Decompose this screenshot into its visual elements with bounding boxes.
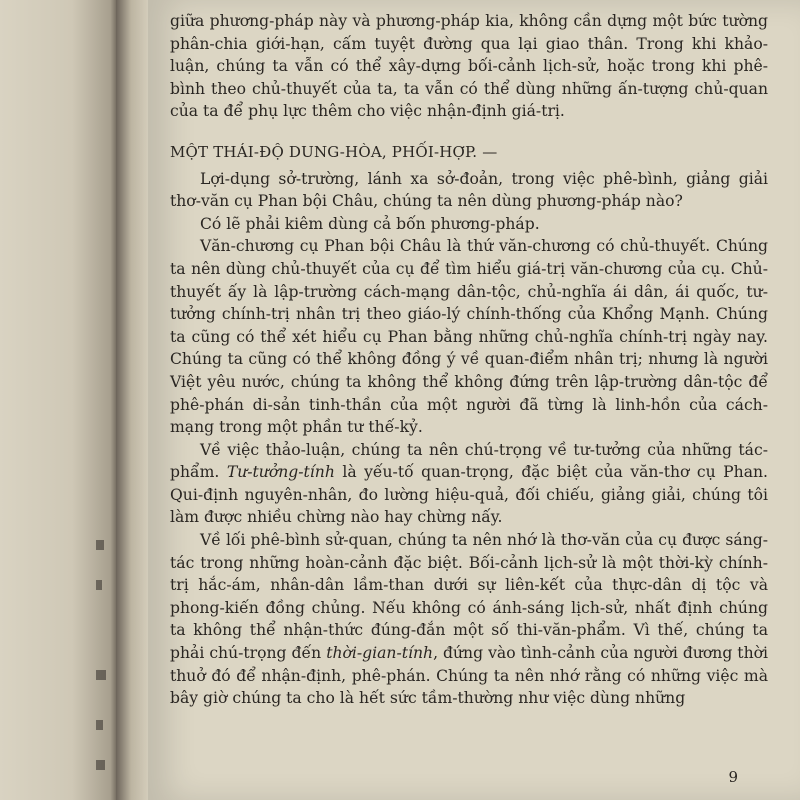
paragraph (170, 529, 768, 710)
section-heading: MỘT THÁI-ĐỘ DUNG-HÒA, PHỐI-HỢP. — (170, 142, 498, 161)
paragraph-continued: giữa phương-pháp này và phương-pháp kia, không cần dựng một bức tường phân-chia giới-hạn, cấm tuyệt đường qua lại giao thân. Trong khi khảo-luận, chúng ta vẫn có thể xây-dựng bối-cảnh lịch-sử, hoặc trong khi phê-bình theo chủ-thuyết của ta, ta vẫn có thể dùng những ấn-tượng chủ-quan của ta để phụ lực thêm cho việc nhận-định giá-trị. (170, 12, 768, 121)
text-run: Về việc thảo-luận, chúng ta nên chú-trọng về tư-tưởng của những tác-phẩm. (170, 440, 768, 482)
paragraph: Văn-chương cụ Phan bội Châu là thứ văn-chương có chủ-thuyết. Chúng ta nên dùng chủ-thuyết của cụ để tìm hiểu giá-trị văn-chương của cụ. Chủ-thuyết ấy là lập-trường cách-mạng dân-tộc, chủ-nghĩa ái dân, ái quốc, tư-tưởng chính-trị nhân trị theo giáo-lý chính-thống của Khổng Mạnh. Chúng ta cũng có thể xét hiểu cụ Phan bằng những chủ-nghĩa chính-trị ngày nay. Chúng ta cũng có thể không đồng ý về quan-điểm nhân trị; nhưng là người Việt yêu nước, chúng ta không thể không đứng trên lập-trường dân-tộc để phê-phán di-sản tinh-thần của một người đã từng là linh-hồn của cách-mạng trong một phần tư thế-kỷ. (170, 237, 768, 437)
italic-term: thời-gian-tính (326, 644, 434, 663)
paragraph (170, 439, 768, 529)
text-run: , đứng vào tình-cảnh của người đương thời thuở đó để nhận-định, phê-phán. Chúng ta nên nhớ rằng có những việc mà bây giờ chúng ta cho là hết sức tầm-thường như việc dùng những (170, 644, 768, 708)
page-number: 9 (728, 768, 738, 786)
facing-page-edge (0, 0, 120, 800)
facing-page-text-fragments (96, 520, 118, 800)
paragraph: Có lẽ phải kiêm dùng cả bốn phương-pháp. (200, 214, 540, 233)
text-run: Về lối phê-bình sử-quan, chúng ta nên nhớ là thơ-văn của cụ được sáng-tác trong những hoàn-cảnh đặc biệt. Bối-cảnh lịch-sử là một thời-kỳ chính-trị hắc-ám, nhân-dân lầm-than dưới sự liên-kết của thực-dân dị tộc và phong-kiến đồng chủng. Nếu không có ánh-sáng lịch-sử, nhất định chúng ta không thể nhận-thức đúng-đắn một số thi-văn-phẩm. Vì thế, chúng ta phải chú-trọng đến (170, 531, 768, 663)
paragraph: Lợi-dụng sở-trường, lánh xa sở-đoản, trong việc phê-bình, giảng giải thơ-văn cụ Phan bội Châu, chúng ta nên dùng phương-pháp nào? (170, 169, 768, 211)
text-run: là yếu-tố quan-trọng, đặc biệt của văn-thơ cụ Phan. Qui-định nguyên-nhân, đo lường hiệu-quả, đối chiếu, giảng giải, chúng tôi làm được nhiều chừng nào hay chừng nấy. (170, 463, 769, 527)
book-gutter (116, 0, 150, 800)
italic-term: Tư-tưởng-tính (226, 463, 335, 482)
book-page (148, 0, 800, 800)
page-text (170, 10, 768, 710)
